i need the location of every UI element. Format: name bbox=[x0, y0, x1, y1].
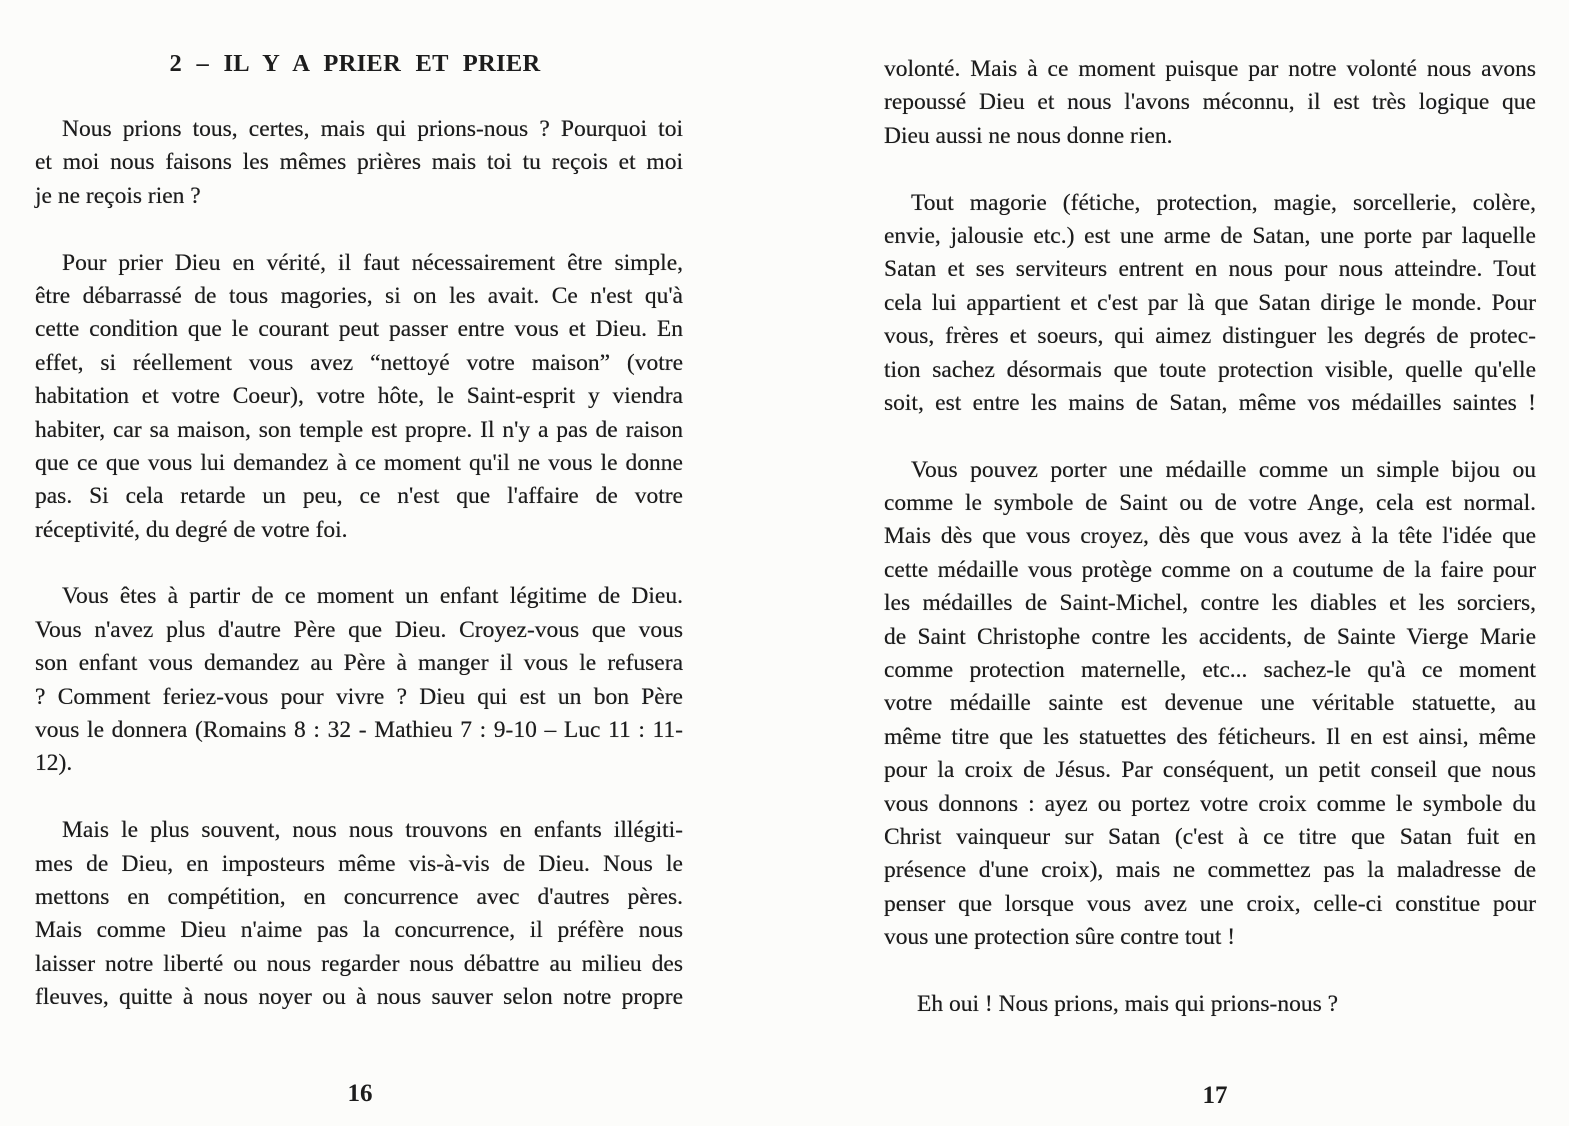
text-line: vous le donnera (Romains 8 : 32 - Mathieu 7 : 9-10 – Luc 11 : 11- bbox=[35, 717, 683, 744]
paragraph bbox=[884, 187, 1536, 421]
text-line: cette condition que le courant peut passer entre vous et Dieu. En bbox=[35, 316, 683, 343]
text-line: penser que lorsque vous avez une croix, celle-ci constitue pour bbox=[884, 890, 1536, 917]
text-line: comme protection maternelle, etc... sachez-le qu'à ce moment bbox=[884, 657, 1536, 684]
text-line: Nous prions tous, certes, mais qui prions-nous ? Pourquoi toi bbox=[62, 115, 683, 142]
text-line: et moi nous faisons les mêmes prières mais toi tu reçois et moi bbox=[35, 149, 683, 176]
text-line: présence d'une croix), mais ne commettez pas la maladresse de bbox=[884, 857, 1536, 884]
text-line: Mais le plus souvent, nous nous trouvons en enfants illégiti- bbox=[62, 817, 683, 844]
text-line: Eh oui ! Nous prions, mais qui prions-nous ? bbox=[917, 990, 1339, 1017]
text-line: envie, jalousie etc.) est une arme de Satan, une porte par laquelle bbox=[884, 222, 1536, 249]
text-line: les médailles de Saint-Michel, contre les diables et les sorciers, bbox=[884, 590, 1536, 617]
paragraph bbox=[884, 53, 1536, 153]
text-line: mes de Dieu, en imposteurs même vis-à-vis de Dieu. Nous le bbox=[35, 850, 683, 877]
text-line: même titre que les statuettes des féticheurs. Il en est ainsi, même bbox=[884, 723, 1536, 750]
page-number: 16 bbox=[347, 1080, 373, 1107]
text-line: réceptivité, du degré de votre foi. bbox=[35, 516, 348, 543]
text-line: habiter, car sa maison, son temple est propre. Il n'y a pas de raison bbox=[35, 416, 683, 443]
text-line: que ce que vous lui demandez à ce moment qu'il ne vous le donne bbox=[35, 449, 683, 476]
paragraph bbox=[884, 454, 1536, 955]
text-line: vous donnons : ayez ou portez votre croix comme le symbole du bbox=[884, 790, 1536, 817]
text-line: pas. Si cela retarde un peu, ce n'est que l'affaire de votre bbox=[35, 483, 683, 510]
text-line: tion sachez désormais que toute protection visible, quelle qu'elle bbox=[884, 356, 1536, 383]
text-line: Satan et ses serviteurs entrent en nous pour nous atteindre. Tout bbox=[884, 256, 1536, 283]
text-line: fleuves, quitte à nous noyer ou à nous sauver selon notre propre bbox=[35, 984, 683, 1011]
paragraph bbox=[35, 113, 683, 213]
text-line: mettons en compétition, en concurrence avec d'autres pères. bbox=[35, 883, 683, 910]
text-line: soit, est entre les mains de Satan, même vos médailles saintes ! bbox=[884, 389, 1536, 416]
text-line: son enfant vous demandez au Père à manger il vous le refusera bbox=[35, 650, 683, 677]
paragraph bbox=[35, 580, 683, 780]
text-line: cette médaille vous protège comme on a coutume de la faire pour bbox=[884, 556, 1536, 583]
text-line: votre médaille sainte est devenue une véritable statuette, au bbox=[884, 690, 1536, 717]
text-line: laisser notre liberté ou nous regarder nous débattre au milieu des bbox=[35, 950, 683, 977]
text-line: Pour prier Dieu en vérité, il faut nécessairement être simple, bbox=[62, 249, 683, 276]
text-line: comme le symbole de Saint ou de votre Ange, cela est normal. bbox=[884, 490, 1536, 517]
text-line: Tout magorie (fétiche, protection, magie, sorcellerie, colère, bbox=[911, 189, 1536, 216]
text-line: Vous n'avez plus d'autre Père que Dieu. Croyez-vous que vous bbox=[35, 616, 683, 643]
paragraph bbox=[884, 988, 1536, 1021]
text-line: Christ vainqueur sur Satan (c'est à ce titre que Satan fuit en bbox=[884, 823, 1536, 850]
text-line: repoussé Dieu et nous l'avons méconnu, il est très logique que bbox=[884, 89, 1536, 116]
text-line: Vous êtes à partir de ce moment un enfant légitime de Dieu. bbox=[62, 583, 683, 610]
text-line: volonté. Mais à ce moment puisque par notre volonté nous avons bbox=[884, 56, 1536, 82]
text-line: ? Comment feriez-vous pour vivre ? Dieu qui est un bon Père bbox=[35, 683, 683, 710]
text-line: Mais comme Dieu n'aime pas la concurrence, il préfère nous bbox=[35, 917, 683, 944]
text-line: je ne reçois rien ? bbox=[35, 182, 201, 209]
text-line: vous, frères et soeurs, qui aimez distinguer les degrés de protec- bbox=[884, 323, 1536, 350]
text-line: de Saint Christophe contre les accidents, de Sainte Vierge Marie bbox=[884, 623, 1536, 650]
text-line: Mais dès que vous croyez, dès que vous avez à la tête l'idée que bbox=[884, 523, 1536, 550]
text-line: pour la croix de Jésus. Par conséquent, un petit conseil que nous bbox=[884, 757, 1536, 784]
text-line: Dieu aussi ne nous donne rien. bbox=[884, 122, 1173, 149]
text-line: être débarrassé de tous magories, si on les avait. Ce n'est qu'à bbox=[35, 282, 683, 309]
text-line: 12). bbox=[35, 750, 73, 777]
text-line: cela lui appartient et c'est par là que Satan dirige le monde. Pour bbox=[884, 289, 1536, 316]
text-line: Vous pouvez porter une médaille comme un simple bijou ou bbox=[911, 456, 1536, 483]
page-number: 17 bbox=[1202, 1082, 1228, 1109]
left-page bbox=[35, 47, 683, 1015]
text-line: vous une protection sûre contre tout ! bbox=[884, 924, 1236, 951]
text-line: effet, si réellement vous avez “nettoyé votre maison” (votre bbox=[35, 349, 683, 376]
paragraph bbox=[35, 814, 683, 1014]
page-title: 2 – IL Y A PRIER ET PRIER bbox=[169, 50, 541, 77]
paragraph bbox=[35, 247, 683, 548]
text-line: habitation et votre Coeur), votre hôte, le Saint-esprit y viendra bbox=[35, 383, 683, 410]
right-page bbox=[884, 53, 1536, 1021]
